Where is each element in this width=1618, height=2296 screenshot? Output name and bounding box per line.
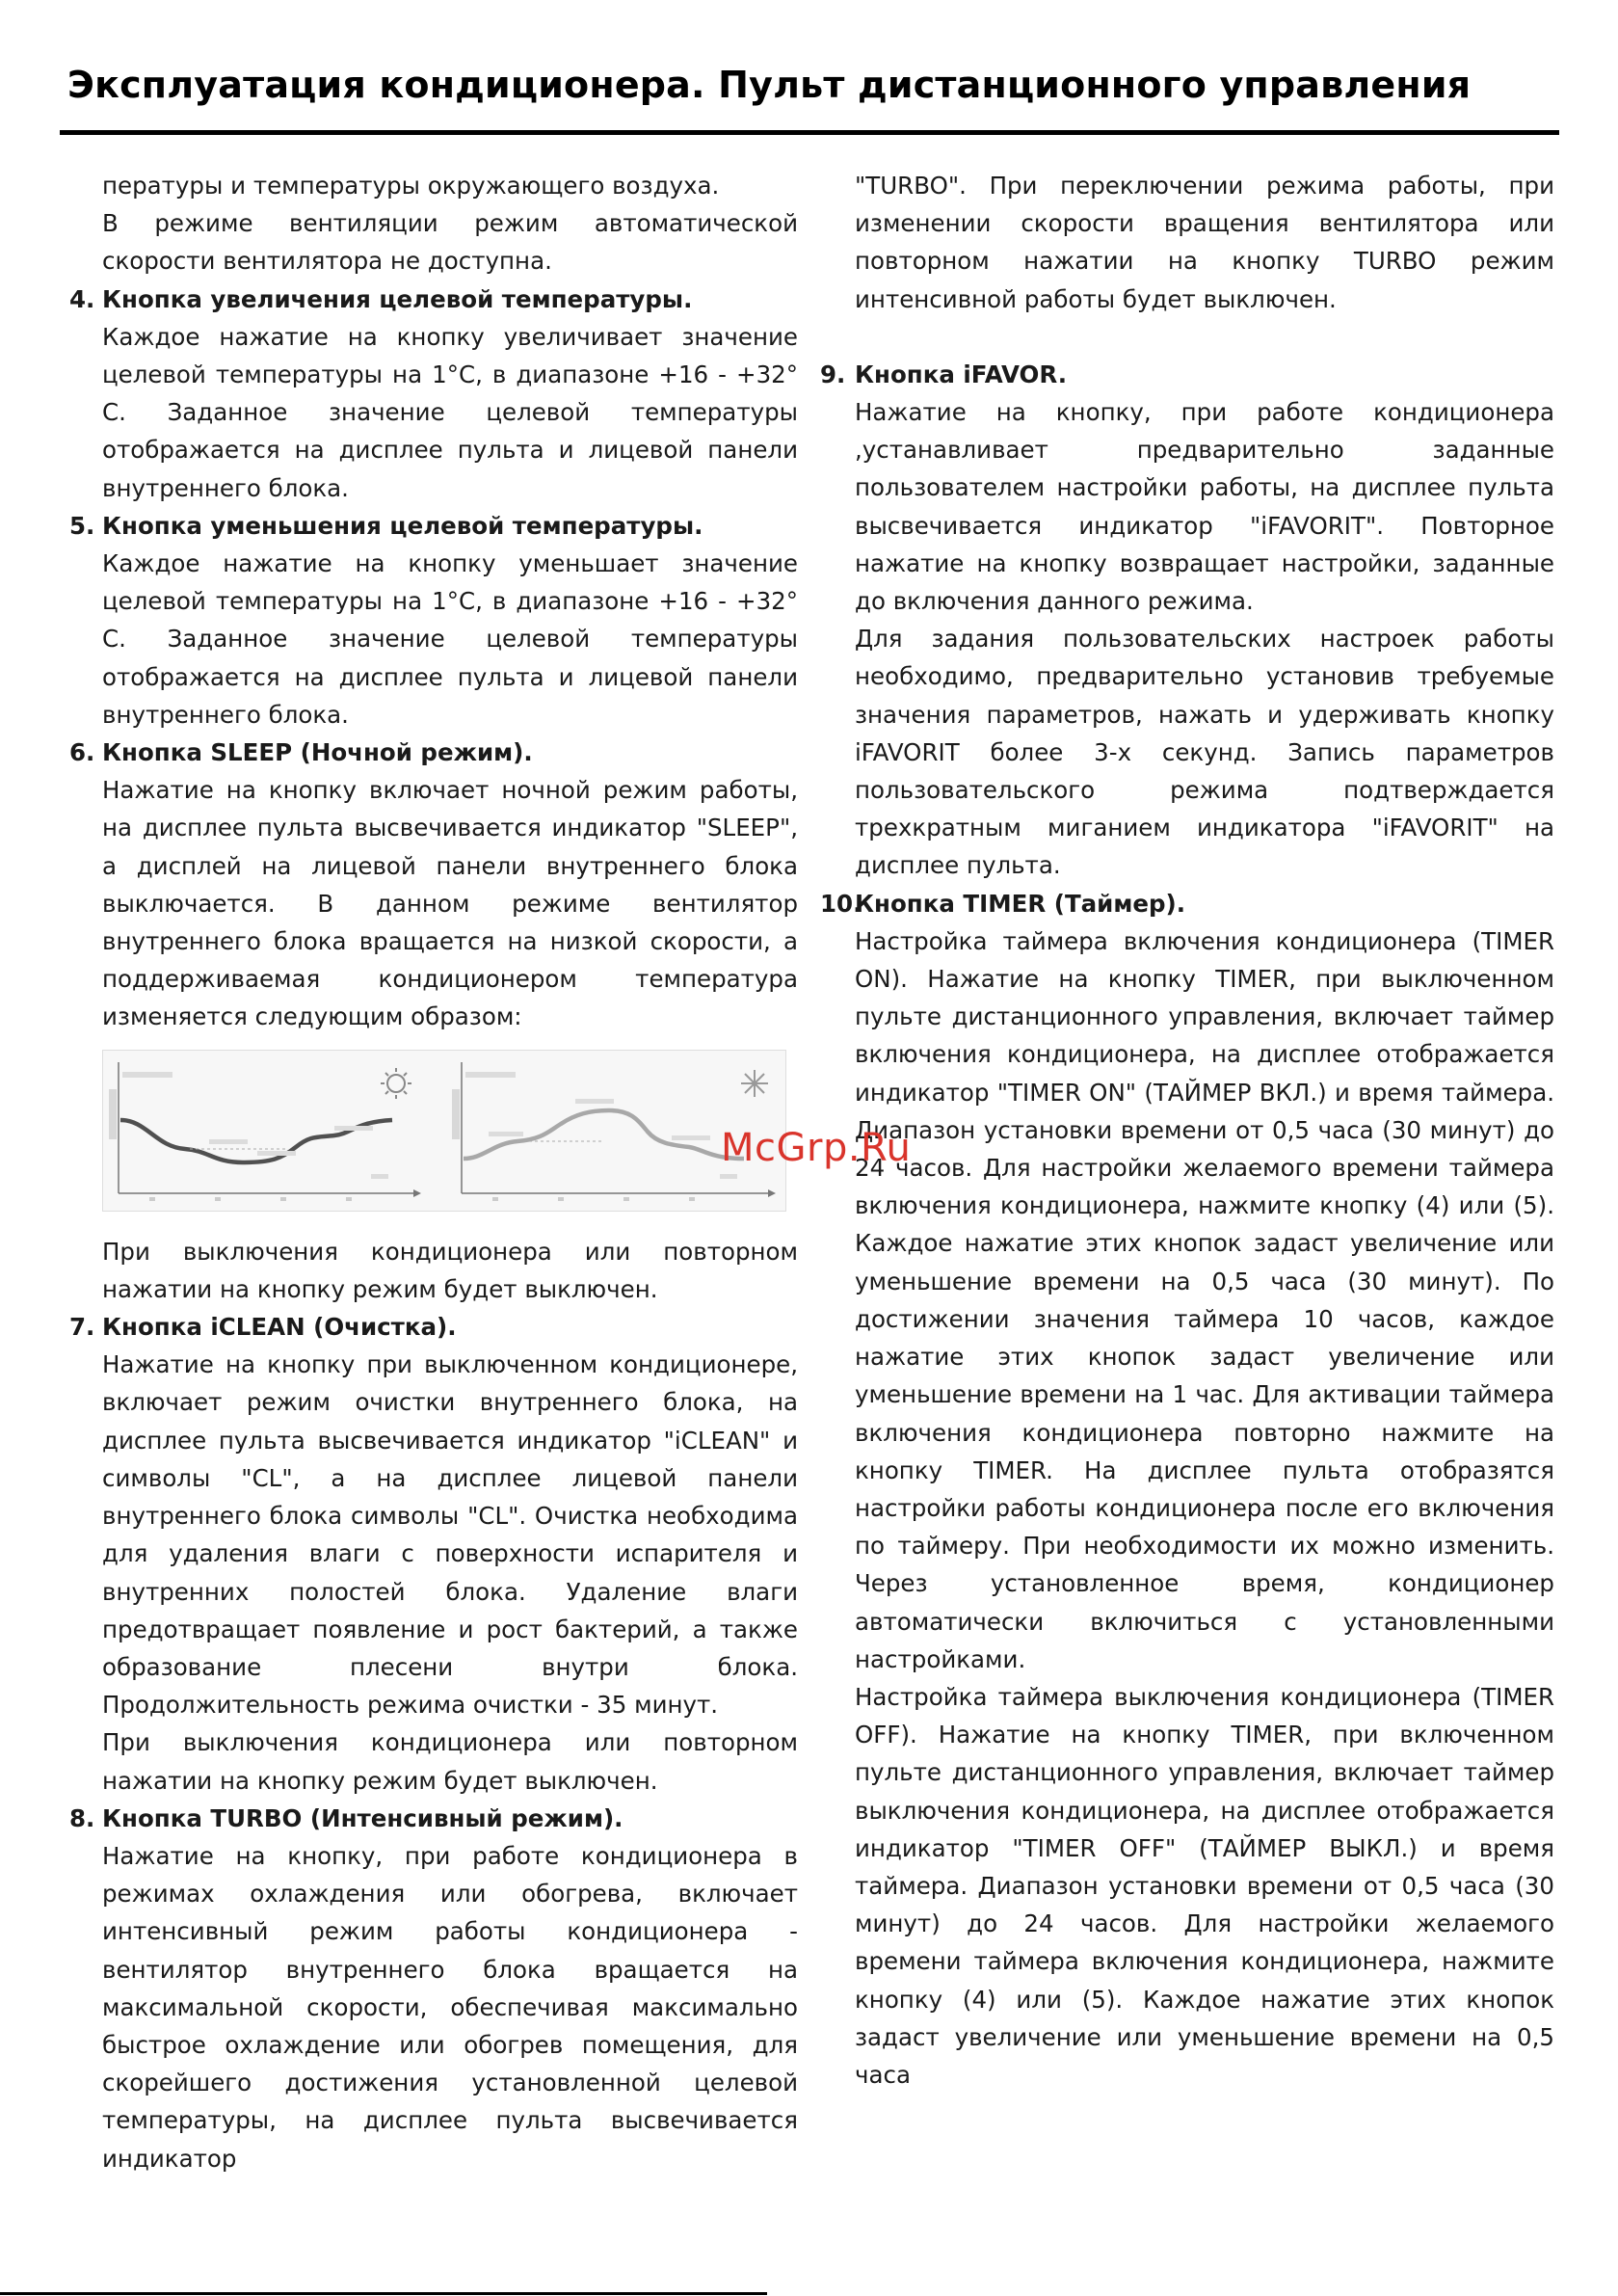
left-column <box>69 167 798 2177</box>
section-7-number: 7. <box>69 1313 95 1342</box>
heating-tick-1 <box>492 1197 498 1201</box>
cooling-note-2 <box>257 1151 296 1156</box>
heating-tick-2 <box>558 1197 564 1201</box>
cooling-note-4 <box>371 1174 388 1179</box>
footer-divider <box>0 2292 767 2295</box>
section-5-body: Каждое нажатие на кнопку уменьшает значение целевой температуры на 1°С, в диапазоне +16 - +32° С. Заданное значение целевой температуры отображается на дисплее пульта и лицевой панели внутреннего блока. <box>102 549 798 729</box>
section-9-body-2: Для задания пользовательских настроек работы необходимо, предварительно установив требуемые значения параметров, нажать и удерживать кнопку iFAVORIT более 3-х секунд. Запись параметров пользовательского режима подтверждается трехкратным миганием индикатора "iFAVORIT" на дисплее пульта. <box>855 625 1554 880</box>
section-7-body: Нажатие на кнопку при выключенном кондиционере, включает режим очистки внутреннего блока, на дисплее пульта высвечивается индикатор "iCLEAN" и символы "CL", а на дисплее лицевой панели внутреннего блока символы "CL". Очистка необходима для удаления влаги с поверхности испарителя и внутренних полостей блока. Удаление влаги предотвращает появление и рост бактерий, а также образование плесени внутри блока. Продолжительность режима очистки - 35 минут. <box>102 1350 798 1720</box>
heating-tick-3 <box>623 1197 629 1201</box>
heating-x-arrow <box>768 1189 776 1197</box>
section-9-body: Нажатие на кнопку, при работе кондиционера ,устанавливает предварительно заданные пользователем настройки работы, на дисплее пульта высвечивается индикатор "iFAVORIT". Повторное нажатие на кнопку возвращает настройки, заданные до включения данного режима. <box>855 398 1554 616</box>
sun-icon <box>387 1075 405 1092</box>
section-8-heading <box>69 1800 798 1837</box>
cooling-tick-3 <box>280 1197 286 1201</box>
cooling-tick-4 <box>346 1197 352 1201</box>
sun-rays-icon <box>381 1068 411 1099</box>
section-4-number: 4. <box>69 284 95 313</box>
section-7-heading <box>69 1308 798 1346</box>
section-5-title: Кнопка уменьшения целевой температуры. <box>102 511 703 540</box>
section-6-body: Нажатие на кнопку включает ночной режим работы, на дисплее пульта высвечивается индикатор "SLEEP", а дисплей на лицевой панели внутреннего блока выключается. В данном режиме вентилятор внутреннего блока вращается на низкой скорости, а поддерживаемая кондиционером температура изменяется следующим образом: <box>102 776 798 1031</box>
section-8-title: Кнопка TURBO (Интенсивный режим). <box>102 1803 623 1832</box>
section-9-title: Кнопка iFAVOR. <box>855 360 1068 388</box>
section-8-continued: "TURBO". При переключении режима работы, при изменении скорости вращения вентилятора или повторном нажатии на кнопку TURBO режим интенсивной работы будет выключен. <box>855 172 1554 313</box>
sleep-mode-diagram-svg <box>103 1051 785 1211</box>
section-10-body-2: Настройка таймера выключения кондиционера (TIMER OFF). Нажатие на кнопку TIMER, при включенном пульте дистанционного управления, включает таймер выключения кондиционера, на дисплее отображается индикатор "TIMER OFF" (ТАЙМЕР ВЫКЛ.) и время таймера. Диапазон установки времени от 0,5 часа (30 минут) до 24 часов. Для настройки желаемого времени таймера включения кондиционера, нажмите кнопку (4) или (5). Каждое нажатие этих кнопок задаст увеличение или уменьшение времени на 0,5 часа <box>855 1682 1554 2089</box>
cooling-tick-2 <box>215 1197 221 1201</box>
section-6-number: 6. <box>69 738 95 767</box>
sleep-mode-diagram <box>102 1050 786 1212</box>
title-divider <box>60 130 1559 135</box>
cooling-title-box <box>122 1072 172 1078</box>
heating-note-2 <box>575 1099 614 1104</box>
intro-paragraph-2: В режиме вентиляции режим автоматической скорости вентилятора не доступна. <box>102 209 798 276</box>
right-column <box>820 167 1554 2094</box>
sleep-cooling-chart <box>109 1062 421 1201</box>
intro-paragraph-1: пературы и температуры окружающего воздуха. <box>102 172 720 200</box>
section-10-heading <box>820 885 1554 922</box>
heating-title-box <box>465 1072 516 1078</box>
section-8-number: 8. <box>69 1803 95 1832</box>
section-5-heading <box>69 507 798 545</box>
page-title: Эксплуатация кондиционера. Пульт дистанционного управления <box>67 64 1472 106</box>
section-5-number: 5. <box>69 511 95 540</box>
heating-axis-label-box <box>452 1089 460 1139</box>
section-10-number: 10. <box>820 889 862 918</box>
spacer <box>820 318 1554 356</box>
section-4-body: Каждое нажатие на кнопку увеличивает значение целевой температуры на 1°С, в диапазоне +16 - +32° С. Заданное значение целевой температуры отображается на дисплее пульта и лицевой панели внутреннего блока. <box>102 322 798 502</box>
heating-note-4 <box>720 1174 737 1179</box>
section-7-title: Кнопка iCLEAN (Очистка). <box>102 1313 457 1342</box>
section-4-title: Кнопка увеличения целевой температуры. <box>102 284 693 313</box>
section-7-after: При выключения кондиционера или повторном нажатии на кнопку режим будет выключен. <box>102 1728 798 1795</box>
cooling-axis-label-box <box>109 1089 117 1139</box>
section-10-title: Кнопка TIMER (Таймер). <box>855 889 1186 918</box>
cooling-tick-1 <box>149 1197 155 1201</box>
section-6-title: Кнопка SLEEP (Ночной режим). <box>102 738 533 767</box>
cooling-note-3 <box>334 1126 373 1131</box>
snowflake-icon <box>741 1070 768 1097</box>
section-4-heading <box>69 280 798 318</box>
section-9-heading <box>820 356 1554 393</box>
heating-note-3 <box>672 1135 710 1140</box>
section-6-heading <box>69 734 798 771</box>
cooling-x-arrow <box>413 1189 421 1197</box>
cooling-note-1 <box>209 1139 248 1144</box>
heating-note-1 <box>489 1132 523 1136</box>
section-6-after: При выключения кондиционера или повторном нажатии на кнопку режим будет выключен. <box>102 1237 798 1303</box>
section-9-number: 9. <box>820 360 846 388</box>
heating-tick-4 <box>689 1197 695 1201</box>
section-8-body: Нажатие на кнопку, при работе кондиционера в режимах охлаждения или обогрева, включает интенсивный режим работы кондиционера - вентилятор внутреннего блока вращается на максимальной скорости, обеспечивая максимально быстрое охлаждение или обогрев помещения, для скорейшего достижения установленной целевой температуры, на дисплее пульта высвечивается индикатор <box>102 1841 798 2173</box>
watermark: McGrp.Ru <box>721 1126 912 1170</box>
section-10-body: Настройка таймера включения кондиционера (TIMER ON). Нажатие на кнопку TIMER, при выключенном пульте дистанционного управления, включает таймер включения кондиционера, на дисплее отображается индикатор "TIMER ON" (ТАЙМЕР ВКЛ.) и время таймера. Диапазон установки времени от 0,5 часа (30 минут) до 24 часов. Для настройки желаемого времени таймера включения кондиционера, нажмите кнопку (4) или (5). Каждое нажатие этих кнопок задаст увеличение или уменьшение времени на 0,5 часа (30 минут). По достижении значения таймера 10 часов, каждое нажатие этих кнопок задаст увеличение или уменьшение времени на 1 час. Для активации таймера включения кондиционера повторно нажмите на кнопку TIMER. На дисплее пульта отобразятся настройки работы кондиционера после его включения по таймеру. При необходимости их можно изменить. Через установленное время, кондиционер автоматически включиться с установленными настройками. <box>855 926 1554 1673</box>
